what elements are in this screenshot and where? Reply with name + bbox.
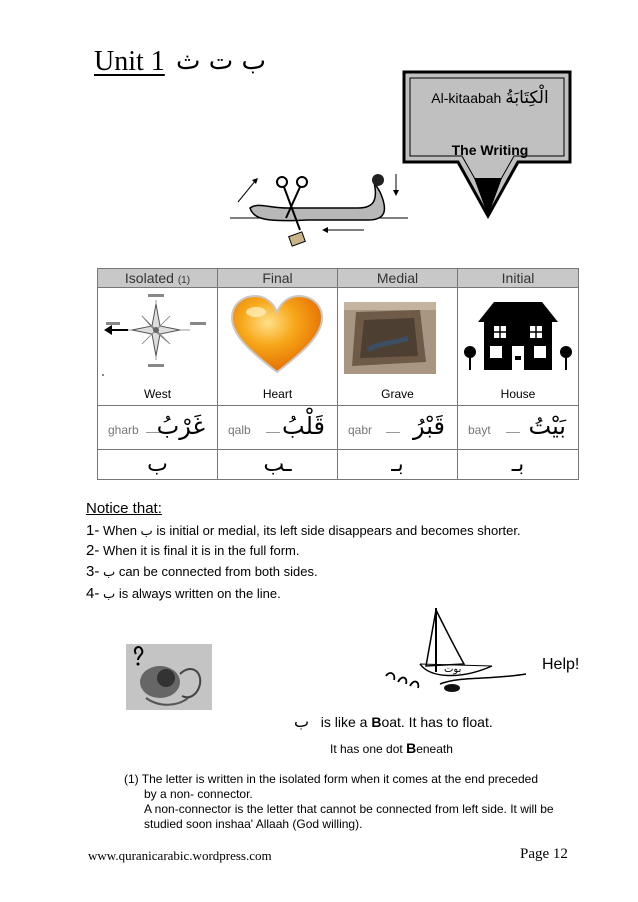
footnote-line: (1) The letter is written in the isolated form when it comes at the end preceded <box>124 772 538 786</box>
house-icon <box>458 288 578 384</box>
footnote-line: by a non- connector. <box>144 787 253 801</box>
boat-sketch-icon <box>380 602 530 698</box>
notice-item <box>86 585 281 602</box>
dash-line <box>386 432 400 433</box>
compass-rose-icon <box>98 288 217 384</box>
boat-prefix: is like a <box>320 714 372 730</box>
sign-arabic: الْكِتَابَةُ <box>505 88 549 108</box>
caption-house: House <box>500 387 536 401</box>
notice-number: 1- <box>86 522 100 539</box>
image-row <box>98 288 579 406</box>
letter-form-initial: بـ <box>458 450 579 480</box>
letter-forms-table <box>97 268 579 480</box>
caption-west: West <box>143 387 172 401</box>
arabic-word: بَيْتُ <box>528 412 566 440</box>
grave-icon <box>338 288 457 384</box>
notice-number: 2- <box>86 542 100 559</box>
unit-letters: ب ت ث <box>176 46 266 76</box>
notice-number: 3- <box>86 563 100 580</box>
heart-icon <box>218 288 337 384</box>
footnote <box>124 772 594 832</box>
boat-suffix: oat. It has to float. <box>381 714 493 730</box>
unit-label: Unit 1 <box>94 46 165 77</box>
footnote-line: studied soon inshaa' Allaah (God willing). <box>144 817 363 831</box>
page-number: Page 12 <box>520 846 568 862</box>
notice-text: When it is final it is in the full form. <box>102 543 300 558</box>
notice-text: When ب is initial or medial, its left side disappears and becomes shorter. <box>102 523 521 538</box>
letter-form-final: ـب <box>218 450 338 480</box>
table-cell <box>98 288 218 406</box>
caption-heart: Heart <box>262 387 293 401</box>
arabic-word: قَبْرُ <box>413 412 445 440</box>
footer-url: www.quranicarabic.wordpress.com <box>88 848 272 863</box>
table-cell <box>338 288 458 406</box>
transliteration: qabr <box>348 423 373 437</box>
transliteration: gharb <box>108 423 139 437</box>
header-medial: Medial <box>338 269 458 288</box>
header-isolated: Isolated (1) <box>98 269 218 288</box>
table-header-row <box>98 269 579 288</box>
letter-stroke-drawing-icon <box>228 168 408 252</box>
letter-form-medial: بـ <box>338 450 458 480</box>
notice-item <box>86 563 318 580</box>
header-final: Final <box>218 269 338 288</box>
notice-text: ب can be connected from both sides. <box>102 564 318 579</box>
table-cell <box>218 406 338 450</box>
notice-item <box>86 522 521 539</box>
letter-form-row <box>98 450 579 480</box>
notice-number: 4- <box>86 585 100 602</box>
help-label: Help! <box>542 656 580 673</box>
dot-prefix: It has one dot <box>330 742 407 756</box>
sign-latin: Al-kitaabah <box>431 90 502 106</box>
sign-title <box>420 88 560 108</box>
arabic-word: غَرْبُ <box>156 412 205 440</box>
transliteration: qalb <box>228 423 251 437</box>
caption-grave: Grave <box>381 387 414 401</box>
dot-suffix: eneath <box>416 742 453 756</box>
table-cell <box>218 288 338 406</box>
header-initial: Initial <box>458 269 579 288</box>
svg-text:بوت: بوت <box>444 664 462 675</box>
thinking-figure-icon <box>126 644 212 710</box>
table-cell <box>338 406 458 450</box>
dash-line <box>506 432 520 433</box>
notice-item <box>86 542 299 559</box>
unit-title <box>94 46 165 78</box>
footnote-line: A non-connector is the letter that cannot be connected from left side. It will be <box>144 802 554 816</box>
boat-bold: B <box>371 714 382 730</box>
transliteration: bayt <box>468 423 491 437</box>
boat-mnemonic <box>294 712 493 731</box>
word-row <box>98 406 579 450</box>
table-cell <box>458 288 579 406</box>
sign-subtitle: The Writing <box>451 142 529 158</box>
dot-bold: B <box>406 740 417 756</box>
letter-form-isolated: ب <box>98 450 218 480</box>
table-cell <box>458 406 579 450</box>
notice-text: ب is always written on the line. <box>102 586 281 601</box>
table-cell <box>98 406 218 450</box>
boat-letter: ب <box>294 712 310 731</box>
dot-mnemonic <box>330 740 453 756</box>
dash-line <box>266 432 280 433</box>
arabic-word: قَلْبُ <box>282 412 325 440</box>
notice-heading: Notice that: <box>86 500 162 517</box>
